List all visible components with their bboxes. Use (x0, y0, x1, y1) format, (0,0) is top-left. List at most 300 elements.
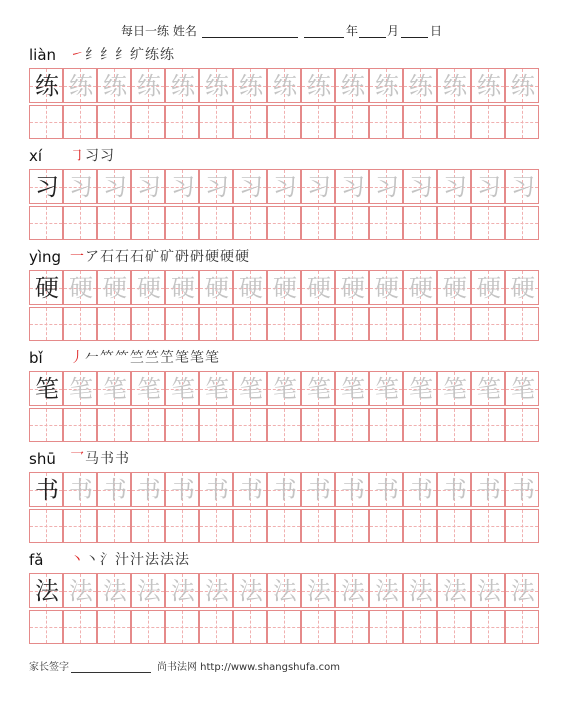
practice-cell[interactable] (267, 206, 301, 240)
practice-cell[interactable] (403, 509, 437, 543)
practice-cell[interactable] (369, 169, 403, 204)
practice-cell[interactable] (131, 610, 165, 644)
practice-cell[interactable] (267, 105, 301, 139)
practice-cell[interactable] (165, 408, 199, 442)
practice-cell[interactable] (233, 610, 267, 644)
stroke-order (70, 246, 250, 266)
practice-cell[interactable] (369, 408, 403, 442)
trace-character: 笔 (477, 375, 501, 403)
signature-label: 家长签字 (29, 662, 69, 673)
practice-cell[interactable] (199, 68, 233, 103)
practice-cell[interactable] (267, 472, 301, 507)
stroke-order (70, 549, 190, 569)
practice-cell[interactable] (63, 509, 97, 543)
practice-cell[interactable] (267, 371, 301, 406)
practice-cell[interactable] (301, 610, 335, 644)
practice-cell[interactable] (301, 307, 335, 341)
practice-cell[interactable] (199, 206, 233, 240)
trace-character: 练 (477, 72, 501, 100)
cell-guide-v (318, 611, 319, 643)
practice-cell[interactable] (199, 509, 233, 543)
cell-guide-v (454, 611, 455, 643)
practice-cell[interactable] (97, 371, 131, 406)
practice-cell[interactable] (335, 68, 369, 103)
cell-guide-v (284, 611, 285, 643)
practice-cell[interactable] (335, 307, 369, 341)
practice-cell[interactable] (233, 68, 267, 103)
practice-cell[interactable] (471, 169, 505, 204)
practice-cell[interactable] (471, 270, 505, 305)
practice-cell[interactable] (471, 408, 505, 442)
pinyin-label: shū (29, 450, 56, 468)
pinyin-label: liàn (29, 46, 57, 64)
trace-character: 书 (307, 476, 331, 504)
practice-cell[interactable] (403, 573, 437, 608)
cell-guide-v (216, 510, 217, 542)
trace-character: 笔 (171, 375, 195, 403)
practice-cell[interactable] (471, 307, 505, 341)
day-field-line[interactable] (401, 37, 428, 38)
practice-cell[interactable] (165, 68, 199, 103)
practice-cell[interactable] (471, 610, 505, 644)
practice-cell[interactable] (505, 573, 539, 608)
practice-cell[interactable] (165, 206, 199, 240)
practice-cell[interactable] (301, 573, 335, 608)
practice-cell[interactable] (403, 270, 437, 305)
practice-cell[interactable] (335, 573, 369, 608)
practice-cell[interactable] (131, 206, 165, 240)
trace-character: 习 (477, 173, 501, 201)
practice-cell[interactable] (233, 371, 267, 406)
practice-cell[interactable] (199, 105, 233, 139)
stroke-step: 𥫗 (100, 350, 115, 366)
trace-character: 习 (307, 173, 331, 201)
practice-cell[interactable] (165, 105, 199, 139)
practice-cell[interactable] (403, 371, 437, 406)
practice-cell[interactable] (403, 472, 437, 507)
practice-cell[interactable] (199, 270, 233, 305)
cell-guide-v (114, 207, 115, 239)
practice-cell[interactable] (335, 408, 369, 442)
practice-cell[interactable] (29, 105, 63, 139)
trace-character: 法 (273, 577, 297, 605)
practice-cell[interactable] (97, 472, 131, 507)
practice-cell[interactable] (267, 509, 301, 543)
practice-cell[interactable] (437, 105, 471, 139)
pinyin-label: fǎ (29, 551, 44, 569)
trace-character: 笔 (307, 375, 331, 403)
practice-cell[interactable] (267, 169, 301, 204)
cell-guide-v (216, 207, 217, 239)
stroke-order (70, 347, 220, 367)
practice-cell[interactable] (29, 408, 63, 442)
cell-guide-v (114, 611, 115, 643)
practice-cell[interactable] (165, 307, 199, 341)
cell-guide-v (182, 409, 183, 441)
practice-cell[interactable] (29, 509, 63, 543)
practice-cell[interactable] (437, 169, 471, 204)
practice-cell[interactable] (301, 472, 335, 507)
cell-guide-v (318, 510, 319, 542)
cell-guide-v (46, 409, 47, 441)
practice-cell[interactable] (63, 105, 97, 139)
practice-cell[interactable] (301, 371, 335, 406)
practice-cell[interactable] (369, 270, 403, 305)
practice-cell[interactable] (29, 371, 63, 406)
practice-cell[interactable] (165, 371, 199, 406)
cell-guide-v (522, 207, 523, 239)
practice-cell[interactable] (335, 270, 369, 305)
cell-guide-v (182, 611, 183, 643)
practice-cell[interactable] (471, 509, 505, 543)
practice-cell[interactable] (131, 408, 165, 442)
practice-cell[interactable] (29, 169, 63, 204)
model-character: 练 (35, 72, 59, 100)
practice-cell[interactable] (97, 573, 131, 608)
cell-guide-v (148, 308, 149, 340)
stroke-step: 笔 (205, 350, 220, 366)
practice-cell[interactable] (267, 68, 301, 103)
practice-cell[interactable] (505, 472, 539, 507)
practice-cell[interactable] (403, 68, 437, 103)
practice-cell[interactable] (437, 270, 471, 305)
practice-cell[interactable] (233, 408, 267, 442)
practice-cell[interactable] (505, 105, 539, 139)
stroke-step: 竺 (145, 350, 160, 366)
practice-cell[interactable] (267, 307, 301, 341)
practice-cell[interactable] (301, 206, 335, 240)
trace-character: 笔 (341, 375, 365, 403)
practice-cell[interactable] (165, 169, 199, 204)
practice-cell[interactable] (233, 206, 267, 240)
practice-cell[interactable] (369, 206, 403, 240)
stroke-step: 石 (100, 249, 115, 265)
practice-cell[interactable] (165, 610, 199, 644)
stroke-step: 法 (145, 552, 160, 568)
practice-cell[interactable] (63, 610, 97, 644)
practice-cell[interactable] (199, 408, 233, 442)
practice-cell[interactable] (437, 371, 471, 406)
practice-cell[interactable] (63, 307, 97, 341)
trace-character: 法 (171, 577, 195, 605)
practice-cell[interactable] (335, 509, 369, 543)
practice-cell[interactable] (131, 270, 165, 305)
practice-cell[interactable] (233, 573, 267, 608)
practice-cell[interactable] (403, 307, 437, 341)
practice-cell[interactable] (199, 169, 233, 204)
practice-cell[interactable] (97, 270, 131, 305)
practice-cell[interactable] (471, 573, 505, 608)
practice-cell[interactable] (471, 68, 505, 103)
practice-cell[interactable] (403, 206, 437, 240)
practice-cell[interactable] (505, 509, 539, 543)
practice-cell[interactable] (165, 573, 199, 608)
practice-cell[interactable] (29, 610, 63, 644)
trace-character: 硬 (375, 274, 399, 302)
practice-cell[interactable] (29, 206, 63, 240)
cell-guide-v (46, 510, 47, 542)
practice-cell[interactable] (369, 307, 403, 341)
practice-cell[interactable] (369, 105, 403, 139)
practice-cell[interactable] (267, 573, 301, 608)
trace-character: 硬 (341, 274, 365, 302)
practice-cell[interactable] (437, 610, 471, 644)
trace-character: 法 (375, 577, 399, 605)
practice-cell[interactable] (233, 169, 267, 204)
model-character: 硬 (35, 274, 59, 302)
practice-cell[interactable] (29, 68, 63, 103)
stroke-step: 丶 (85, 552, 100, 568)
trace-character: 练 (341, 72, 365, 100)
practice-cell[interactable] (97, 169, 131, 204)
practice-cell[interactable] (403, 169, 437, 204)
cell-guide-v (182, 308, 183, 340)
stroke-step: 纟 (85, 47, 100, 63)
stroke-step: 练 (160, 47, 175, 63)
practice-cell[interactable] (63, 472, 97, 507)
cell-guide-v (352, 106, 353, 138)
practice-cell[interactable] (369, 371, 403, 406)
header-title: 每日一练 姓名 (121, 24, 197, 38)
practice-cell[interactable] (233, 472, 267, 507)
cell-guide-v (386, 207, 387, 239)
practice-cell[interactable] (301, 105, 335, 139)
practice-cell[interactable] (165, 509, 199, 543)
stroke-step: 氵 (100, 552, 115, 568)
trace-character: 习 (205, 173, 229, 201)
cell-guide-v (522, 308, 523, 340)
practice-cell[interactable] (267, 270, 301, 305)
practice-cell[interactable] (63, 68, 97, 103)
cell-guide-v (80, 207, 81, 239)
practice-cell[interactable] (335, 169, 369, 204)
trace-character: 书 (409, 476, 433, 504)
practice-cell[interactable] (403, 610, 437, 644)
trace-character: 硬 (239, 274, 263, 302)
practice-cell[interactable] (199, 371, 233, 406)
practice-cell[interactable] (131, 169, 165, 204)
pinyin-label: yìng (29, 248, 62, 266)
cell-guide-v (216, 308, 217, 340)
practice-cell[interactable] (131, 573, 165, 608)
practice-cell[interactable] (437, 68, 471, 103)
practice-cell[interactable] (505, 169, 539, 204)
trace-character: 书 (443, 476, 467, 504)
cell-guide-v (488, 106, 489, 138)
cell-guide-v (216, 409, 217, 441)
stroke-step: 𠂉 (85, 350, 100, 366)
trace-character: 硬 (409, 274, 433, 302)
trace-character: 书 (273, 476, 297, 504)
trace-character: 习 (273, 173, 297, 201)
trace-character: 习 (171, 173, 195, 201)
practice-cell[interactable] (199, 472, 233, 507)
practice-cell[interactable] (63, 408, 97, 442)
stroke-step: 丶 (70, 552, 85, 568)
trace-character: 书 (239, 476, 263, 504)
trace-character: 习 (341, 173, 365, 201)
practice-cell[interactable] (97, 610, 131, 644)
trace-character: 书 (477, 476, 501, 504)
trace-character: 习 (511, 173, 535, 201)
practice-cell[interactable] (233, 307, 267, 341)
stroke-step: 练 (145, 47, 160, 63)
cell-guide-v (454, 409, 455, 441)
practice-cell[interactable] (131, 472, 165, 507)
practice-cell[interactable] (505, 206, 539, 240)
practice-cell[interactable] (301, 68, 335, 103)
trace-character: 练 (205, 72, 229, 100)
stroke-step: 书 (100, 451, 115, 467)
practice-cell[interactable] (97, 105, 131, 139)
trace-character: 书 (375, 476, 399, 504)
practice-cell[interactable] (301, 408, 335, 442)
practice-cell[interactable] (165, 472, 199, 507)
practice-cell[interactable] (63, 573, 97, 608)
practice-cell[interactable] (437, 408, 471, 442)
practice-cell[interactable] (301, 169, 335, 204)
practice-cell[interactable] (369, 573, 403, 608)
practice-cell[interactable] (505, 68, 539, 103)
trace-character: 笔 (239, 375, 263, 403)
cell-guide-v (386, 611, 387, 643)
practice-cell[interactable] (471, 472, 505, 507)
stroke-step: ア (85, 249, 100, 265)
practice-cell[interactable] (97, 68, 131, 103)
practice-cell[interactable] (335, 206, 369, 240)
trace-character: 硬 (307, 274, 331, 302)
practice-cell[interactable] (233, 270, 267, 305)
practice-cell[interactable] (131, 371, 165, 406)
trace-character: 书 (137, 476, 161, 504)
practice-cell[interactable] (131, 68, 165, 103)
practice-cell[interactable] (369, 68, 403, 103)
trace-character: 硬 (69, 274, 93, 302)
practice-cell[interactable] (437, 573, 471, 608)
cell-guide-v (352, 207, 353, 239)
practice-cell[interactable] (131, 105, 165, 139)
practice-cell[interactable] (63, 270, 97, 305)
practice-cell[interactable] (505, 408, 539, 442)
practice-cell[interactable] (335, 610, 369, 644)
cell-guide-v (114, 409, 115, 441)
practice-cell[interactable] (335, 371, 369, 406)
trace-character: 书 (341, 476, 365, 504)
practice-cell[interactable] (267, 610, 301, 644)
practice-cell[interactable] (233, 105, 267, 139)
trace-character: 习 (443, 173, 467, 201)
cell-guide-v (386, 409, 387, 441)
practice-cell[interactable] (29, 270, 63, 305)
practice-cell[interactable] (505, 307, 539, 341)
cell-guide-v (284, 207, 285, 239)
trace-character: 笔 (443, 375, 467, 403)
stroke-step: 汁 (115, 552, 130, 568)
practice-cell[interactable] (301, 270, 335, 305)
practice-cell[interactable] (199, 307, 233, 341)
practice-cell[interactable] (335, 105, 369, 139)
cell-guide-v (80, 611, 81, 643)
practice-cell[interactable] (369, 509, 403, 543)
practice-cell[interactable] (199, 610, 233, 644)
trace-character: 法 (477, 577, 501, 605)
cell-guide-v (352, 510, 353, 542)
practice-cell[interactable] (301, 509, 335, 543)
trace-character: 笔 (511, 375, 535, 403)
practice-cell[interactable] (29, 307, 63, 341)
practice-cell[interactable] (505, 270, 539, 305)
practice-cell[interactable] (403, 408, 437, 442)
year-field-line[interactable] (304, 37, 344, 38)
practice-cell[interactable] (437, 509, 471, 543)
cell-guide-v (148, 106, 149, 138)
practice-cell[interactable] (471, 371, 505, 406)
trace-character: 笔 (409, 375, 433, 403)
name-field-line[interactable] (202, 37, 298, 38)
practice-cell[interactable] (97, 509, 131, 543)
cell-guide-v (182, 207, 183, 239)
stroke-step: 石 (130, 249, 145, 265)
practice-cell[interactable] (505, 610, 539, 644)
cell-guide-v (420, 106, 421, 138)
trace-character: 笔 (103, 375, 127, 403)
practice-cell[interactable] (131, 509, 165, 543)
practice-cell[interactable] (437, 472, 471, 507)
practice-cell[interactable] (29, 573, 63, 608)
trace-character: 练 (511, 72, 535, 100)
practice-cell[interactable] (233, 509, 267, 543)
month-field-line[interactable] (359, 37, 386, 38)
trace-character: 练 (307, 72, 331, 100)
practice-cell[interactable] (29, 472, 63, 507)
practice-cell[interactable] (471, 105, 505, 139)
trace-character: 法 (137, 577, 161, 605)
cell-guide-v (352, 409, 353, 441)
practice-cell[interactable] (471, 206, 505, 240)
practice-cell[interactable] (437, 206, 471, 240)
stroke-step: ⺮ (115, 350, 130, 366)
practice-cell[interactable] (131, 307, 165, 341)
cell-guide-v (420, 409, 421, 441)
practice-cell[interactable] (165, 270, 199, 305)
practice-cell[interactable] (63, 206, 97, 240)
stroke-step: 丿 (70, 350, 85, 366)
trace-character: 硬 (273, 274, 297, 302)
practice-cell[interactable] (267, 408, 301, 442)
practice-cell[interactable] (437, 307, 471, 341)
trace-character: 法 (69, 577, 93, 605)
practice-cell[interactable] (505, 371, 539, 406)
practice-cell[interactable] (63, 371, 97, 406)
cell-guide-v (46, 308, 47, 340)
practice-cell[interactable] (335, 472, 369, 507)
practice-cell[interactable] (97, 307, 131, 341)
cell-guide-v (182, 510, 183, 542)
practice-cell[interactable] (199, 573, 233, 608)
practice-cell[interactable] (403, 105, 437, 139)
practice-cell[interactable] (97, 408, 131, 442)
pinyin-label: xí (29, 147, 43, 165)
stroke-step: 砃 (190, 249, 205, 265)
stroke-order (70, 145, 115, 165)
signature-line[interactable] (71, 662, 151, 673)
cell-guide-v (148, 409, 149, 441)
practice-cell[interactable] (369, 472, 403, 507)
trace-character: 练 (443, 72, 467, 100)
practice-cell[interactable] (369, 610, 403, 644)
practice-cell[interactable] (97, 206, 131, 240)
practice-cell[interactable] (63, 169, 97, 204)
